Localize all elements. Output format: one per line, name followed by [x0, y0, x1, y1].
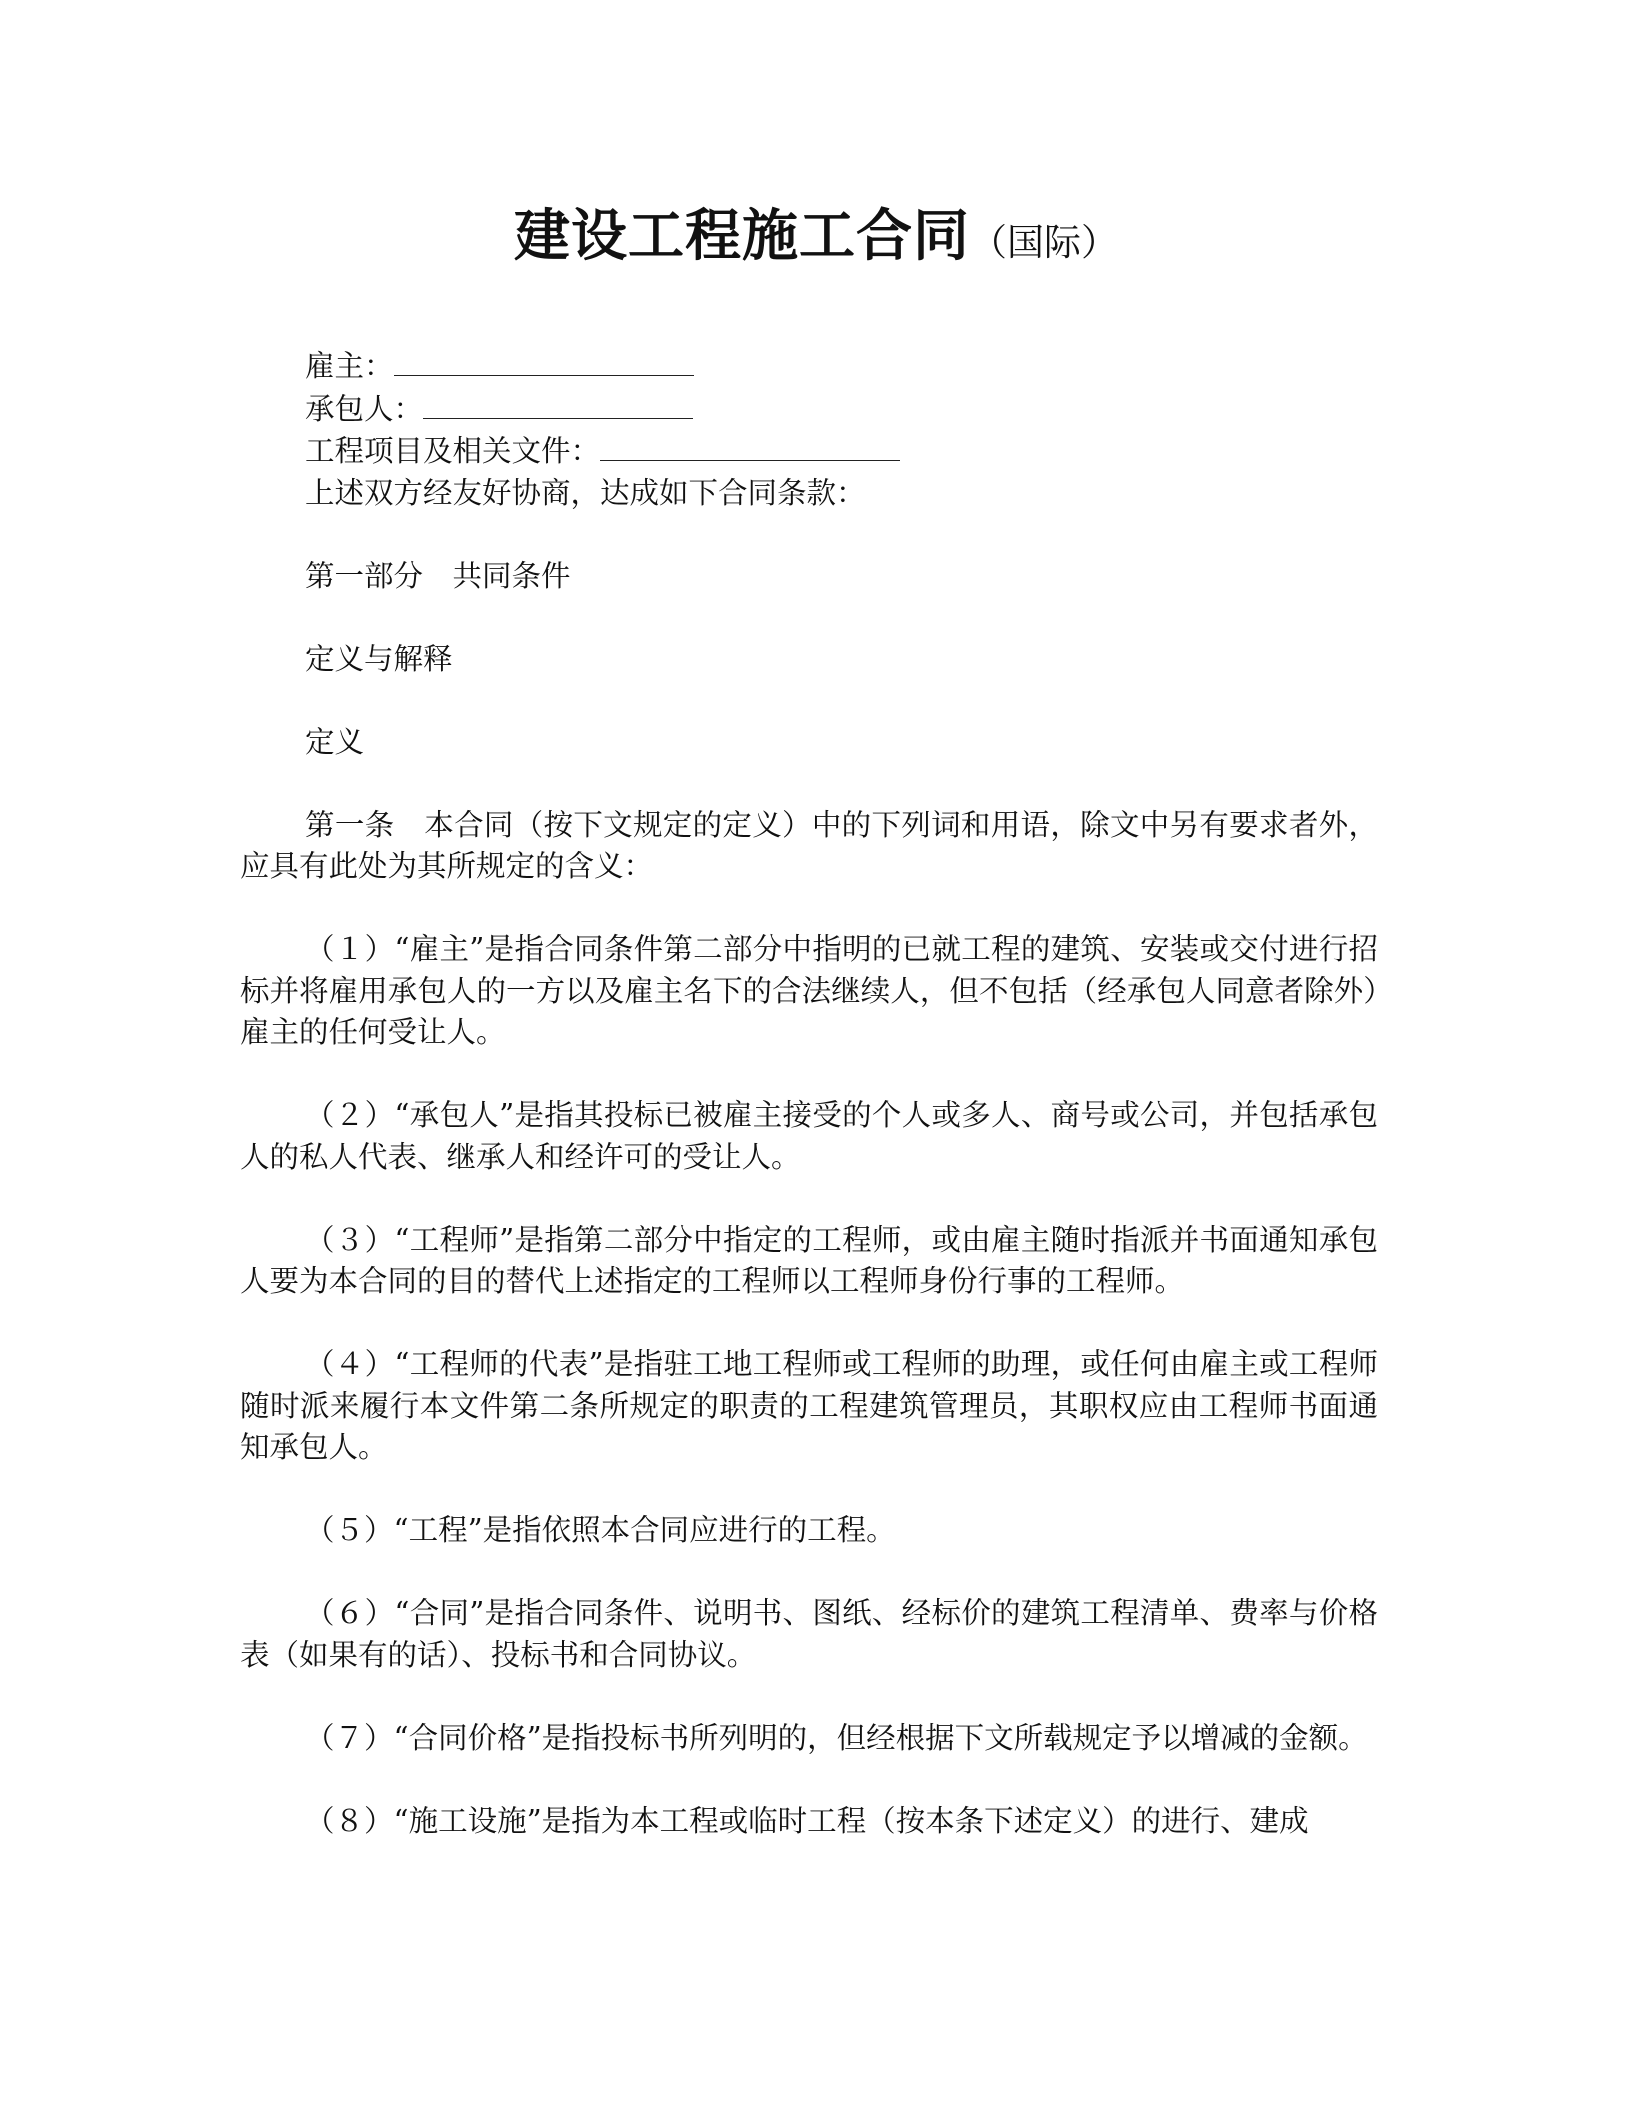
part-heading: 第一部分 共同条件	[305, 558, 571, 593]
definition-5: （５）“工程”是指依照本合同应进行的工程。	[305, 1513, 896, 1547]
definition-2: （２）“承包人”是指其投标已被雇主接受的个人或多人、商号或公司，并包括承包人的私人代表、继承人和经许可的受让人。	[240, 1098, 1378, 1174]
definition-4: （４）“工程师的代表”是指驻工地工程师或工程师的助理，或任何由雇主或工程师随时派来履行本文件第二条所规定的职责的工程建筑管理员，其职权应由工程师书面通知承包人。	[240, 1347, 1378, 1464]
intro-text: 上述双方经友好协商，达成如下合同条款：	[305, 475, 866, 510]
subsection-heading: 定义	[305, 724, 365, 759]
document-title	[0, 192, 1632, 272]
field-contractor-blank	[423, 388, 693, 419]
field-contractor-label: 承包人：	[305, 391, 424, 426]
definition-7: （７）“合同价格”是指投标书所列明的，但经根据下文所载规定予以增减的金额。	[305, 1720, 1368, 1755]
definition-1: （１）“雇主”是指合同条件第二部分中指明的已就工程的建筑、安装或交付进行招标并将雇用承包人的一方以及雇主名下的合法继续人，但不包括（经承包人同意者除外）雇主的任何受让人。	[240, 932, 1378, 1049]
title-main: 建设工程施工合同	[514, 204, 970, 269]
field-project	[240, 430, 1378, 473]
field-employer-blank	[394, 345, 694, 376]
definition-8: （８）“施工设施”是指为本工程或临时工程（按本条下述定义）的进行、建成	[305, 1803, 1309, 1838]
field-project-blank	[600, 430, 900, 461]
title-suffix: （国际）	[970, 221, 1118, 264]
field-employer	[240, 345, 1378, 388]
field-employer-label: 雇主：	[305, 349, 394, 383]
field-contractor	[240, 388, 1378, 431]
section-heading: 定义与解释	[305, 641, 453, 676]
document-body	[240, 345, 1378, 1842]
field-project-label: 工程项目及相关文件：	[305, 434, 601, 468]
definition-3: （３）“工程师”是指第二部分中指定的工程师，或由雇主随时指派并书面通知承包人要为本合同的目的替代上述指定的工程师以工程师身份行事的工程师。	[240, 1222, 1378, 1298]
article-1: 第一条 本合同（按下文规定的定义）中的下列词和用语，除文中另有要求者外，应具有此处为其所规定的含义：	[240, 807, 1378, 883]
definition-6: （６）“合同”是指合同条件、说明书、图纸、经标价的建筑工程清单、费率与价格表（如果有的话）、投标书和合同协议。	[240, 1596, 1378, 1672]
